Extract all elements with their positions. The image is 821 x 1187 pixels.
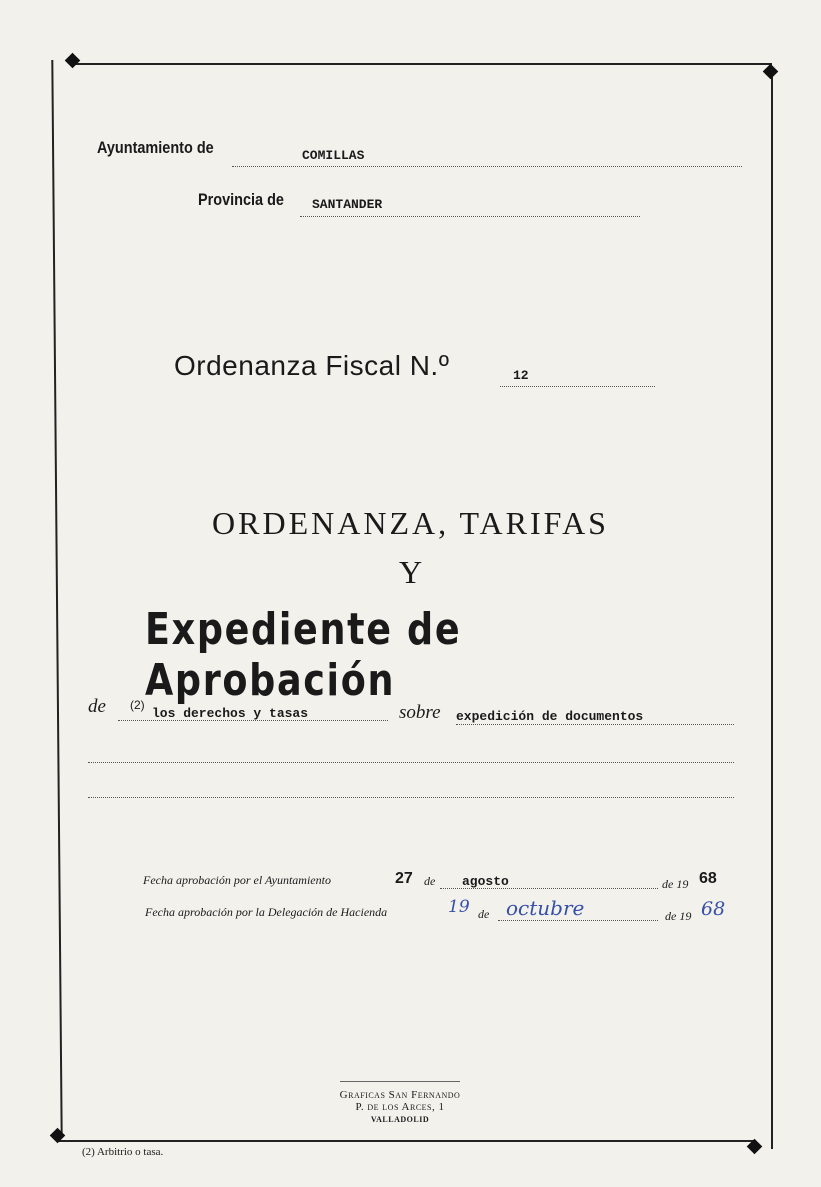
printer-rule <box>340 1081 460 1082</box>
printer-name: Graficas San Fernando <box>339 1089 461 1101</box>
frame-right-border <box>771 71 773 1149</box>
fiscal-number-dotted-line <box>500 386 655 387</box>
fecha-ayuntamiento-year-prefix: de 19 <box>662 877 689 891</box>
provincia-dotted-line <box>300 216 640 217</box>
subject-dotted-line-4 <box>88 797 734 798</box>
title-conjunction: Y <box>398 554 423 590</box>
fecha-hacienda-year-prefix: de 19 <box>665 909 692 923</box>
frame-bottom-border <box>58 1140 756 1142</box>
subject-sobre-label: sobre <box>399 702 441 723</box>
ayuntamiento-dotted-line <box>232 166 742 167</box>
fecha-hacienda-day-handwritten: 19 <box>448 897 470 917</box>
ordenanza-tarifas-heading: ORDENANZA, TARIFAS <box>212 505 609 541</box>
subject-dotted-line-1 <box>118 720 388 721</box>
subject-dotted-line-2 <box>456 724 734 725</box>
ordenanza-fiscal-number: 12 <box>513 368 529 383</box>
fecha-hacienda-month-handwritten: octubre <box>506 896 585 920</box>
ayuntamiento-value: COMILLAS <box>302 148 365 163</box>
ayuntamiento-label: Ayuntamiento de <box>97 138 214 157</box>
frame-top-border <box>72 63 772 65</box>
frame-left-border <box>51 60 62 1138</box>
subject-value-expedicion: expedición de documentos <box>456 709 644 724</box>
subject-dotted-line-3 <box>88 762 734 763</box>
ordenanza-fiscal-label: Ordenanza Fiscal N.º <box>174 350 450 381</box>
subject-de-label: de <box>88 696 106 717</box>
corner-diamond-top-left <box>65 53 81 69</box>
footnote-arbitrio: (2) Arbitrio o tasa. <box>82 1146 164 1158</box>
expediente-heading: Expediente de Aprobación <box>145 604 462 706</box>
subject-value-derechos: los derechos y tasas <box>152 706 309 721</box>
printer-address: P. de los Arces, 1 <box>355 1101 445 1113</box>
fecha-hacienda-de: de <box>478 907 490 921</box>
fecha-hacienda-label: Fecha aprobación por la Delegación de Hacienda <box>145 905 388 919</box>
printer-city: VALLADOLID <box>370 1115 430 1124</box>
fecha-ayuntamiento-day: 27 <box>395 870 413 887</box>
fecha-ayuntamiento-year: 68 <box>699 870 717 887</box>
fecha-ayuntamiento-de: de <box>424 874 436 888</box>
fecha-hacienda-dotted-line <box>498 920 658 921</box>
subject-footnote-marker: (2) <box>130 698 145 712</box>
fecha-hacienda-year-handwritten: 68 <box>701 898 726 920</box>
corner-diamond-top-right <box>763 64 779 80</box>
fecha-ayuntamiento-label: Fecha aprobación por el Ayuntamiento <box>143 873 331 887</box>
fecha-ayuntamiento-month: agosto <box>462 874 509 889</box>
provincia-value: SANTANDER <box>312 197 383 212</box>
fecha-ayuntamiento-dotted-line <box>440 888 658 889</box>
provincia-label: Provincia de <box>198 190 284 209</box>
